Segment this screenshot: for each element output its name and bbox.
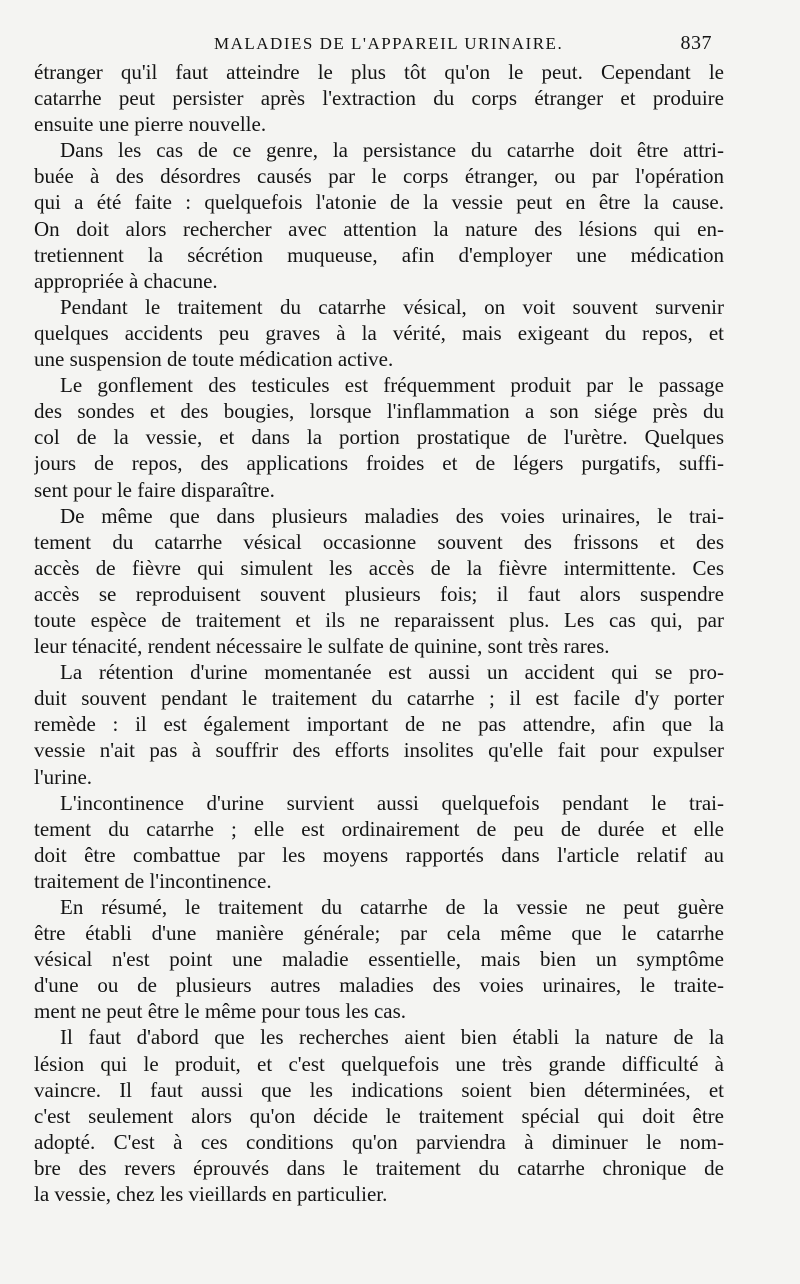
paragraph	[34, 294, 724, 372]
text-line: doit être combattue par les moyens rapportés dans l'article relatif au	[34, 842, 724, 867]
text-line: La rétention d'urine momentanée est aussi un accident qui se pro-	[60, 660, 724, 685]
text-line: traitement de l'incontinence.	[34, 868, 272, 893]
text-line: tement du catarrhe vésical occasionne souvent des frissons et des	[34, 529, 724, 554]
text-line: vessie n'ait pas à souffrir des efforts insolites qu'elle fait pour expulser	[34, 738, 724, 763]
text-line: une suspension de toute médication active.	[34, 347, 394, 372]
text-line: lésion qui le produit, et c'est quelquefois une très grande difficulté à	[34, 1051, 724, 1076]
text-line: la vessie, chez les vieillards en particulier.	[34, 1182, 388, 1207]
text-line: tement du catarrhe ; elle est ordinairement de peu de durée et elle	[34, 816, 724, 841]
text-line: Le gonflement des testicules est fréquemment produit par le passage	[60, 373, 724, 398]
text-line: jours de repos, des applications froides et de légers purgatifs, suffi-	[34, 451, 724, 476]
text-line: remède : il est également important de ne pas attendre, afin que la	[34, 712, 724, 737]
text-line: quelques accidents peu graves à la vérité, mais exigeant du repos, et	[34, 320, 724, 345]
paragraph	[34, 59, 724, 137]
paragraph	[34, 659, 724, 789]
paragraph	[34, 372, 724, 502]
text-line: adopté. C'est à ces conditions qu'on parviendra à diminuer le nom-	[34, 1129, 724, 1154]
text-line: col de la vessie, et dans la portion prostatique de l'urètre. Quelques	[34, 425, 724, 450]
text-line: bre des revers éprouvés dans le traitement du catarrhe chronique de	[34, 1155, 724, 1180]
text-line: des sondes et des bougies, lorsque l'inflammation a son siége près du	[34, 399, 724, 424]
text-line: vaincre. Il faut aussi que les indications soient bien déterminées, et	[34, 1077, 724, 1102]
body-text	[34, 59, 724, 1207]
paragraph	[34, 503, 724, 660]
text-line: Pendant le traitement du catarrhe vésical, on voit souvent survenir	[60, 294, 724, 319]
text-line: accès se reproduisent souvent plusieurs fois; il faut alors suspendre	[34, 581, 724, 606]
running-head: MALADIES DE L'APPAREIL URINAIRE.	[214, 34, 564, 53]
text-line: qui a été faite : quelquefois l'atonie de la vessie peut en être la cause.	[34, 190, 724, 215]
text-line: accès de fièvre qui simulent les accès de la fièvre intermittente. Ces	[34, 555, 724, 580]
text-line: Il faut d'abord que les recherches aient bien établi la nature de la	[60, 1025, 724, 1050]
text-line: toute espèce de traitement et ils ne reparaissent plus. Les cas qui, par	[34, 607, 724, 632]
text-line: appropriée à chacune.	[34, 268, 218, 293]
text-line: l'urine.	[34, 764, 93, 789]
text-line: sent pour le faire disparaître.	[34, 477, 275, 502]
paragraph	[34, 1024, 724, 1207]
text-line: buée à des désordres causés par le corps étranger, ou par l'opération	[34, 164, 724, 189]
paragraph	[34, 894, 724, 1024]
text-line: c'est seulement alors qu'on décide le traitement spécial qui doit être	[34, 1103, 724, 1128]
text-line: vésical n'est point une maladie essentielle, mais bien un symptôme	[34, 947, 724, 972]
text-line: En résumé, le traitement du catarrhe de la vessie ne peut guère	[60, 895, 724, 919]
text-line: Dans les cas de ce genre, la persistance du catarrhe doit être attri-	[60, 138, 724, 163]
text-line: d'une ou de plusieurs autres maladies des voies urinaires, le traite-	[34, 973, 724, 998]
text-line: être établi d'une manière générale; par cela même que le catarrhe	[34, 921, 724, 946]
text-line: De même que dans plusieurs maladies des voies urinaires, le trai-	[60, 503, 724, 528]
text-line: catarrhe peut persister après l'extraction du corps étranger et produire	[34, 86, 724, 111]
text-line: tretiennent la sécrétion muqueuse, afin d'employer une médication	[34, 242, 724, 267]
text-line: ensuite une pierre nouvelle.	[34, 112, 267, 137]
text-line: ment ne peut être le même pour tous les cas.	[34, 999, 407, 1024]
text-line: On doit alors rechercher avec attention la nature des lésions qui en-	[34, 216, 724, 241]
text-line: leur ténacité, rendent nécessaire le sulfate de quinine, sont très rares.	[34, 634, 610, 659]
page-number: 837	[680, 32, 712, 54]
text-line: duit souvent pendant le traitement du catarrhe ; il est facile d'y porter	[34, 686, 724, 711]
text-line: L'incontinence d'urine survient aussi quelquefois pendant le trai-	[60, 790, 724, 815]
paragraph	[34, 790, 724, 894]
text-line: étranger qu'il faut atteindre le plus tôt qu'on le peut. Cependant le	[34, 60, 724, 84]
paragraph	[34, 137, 724, 294]
page-header	[34, 30, 712, 56]
